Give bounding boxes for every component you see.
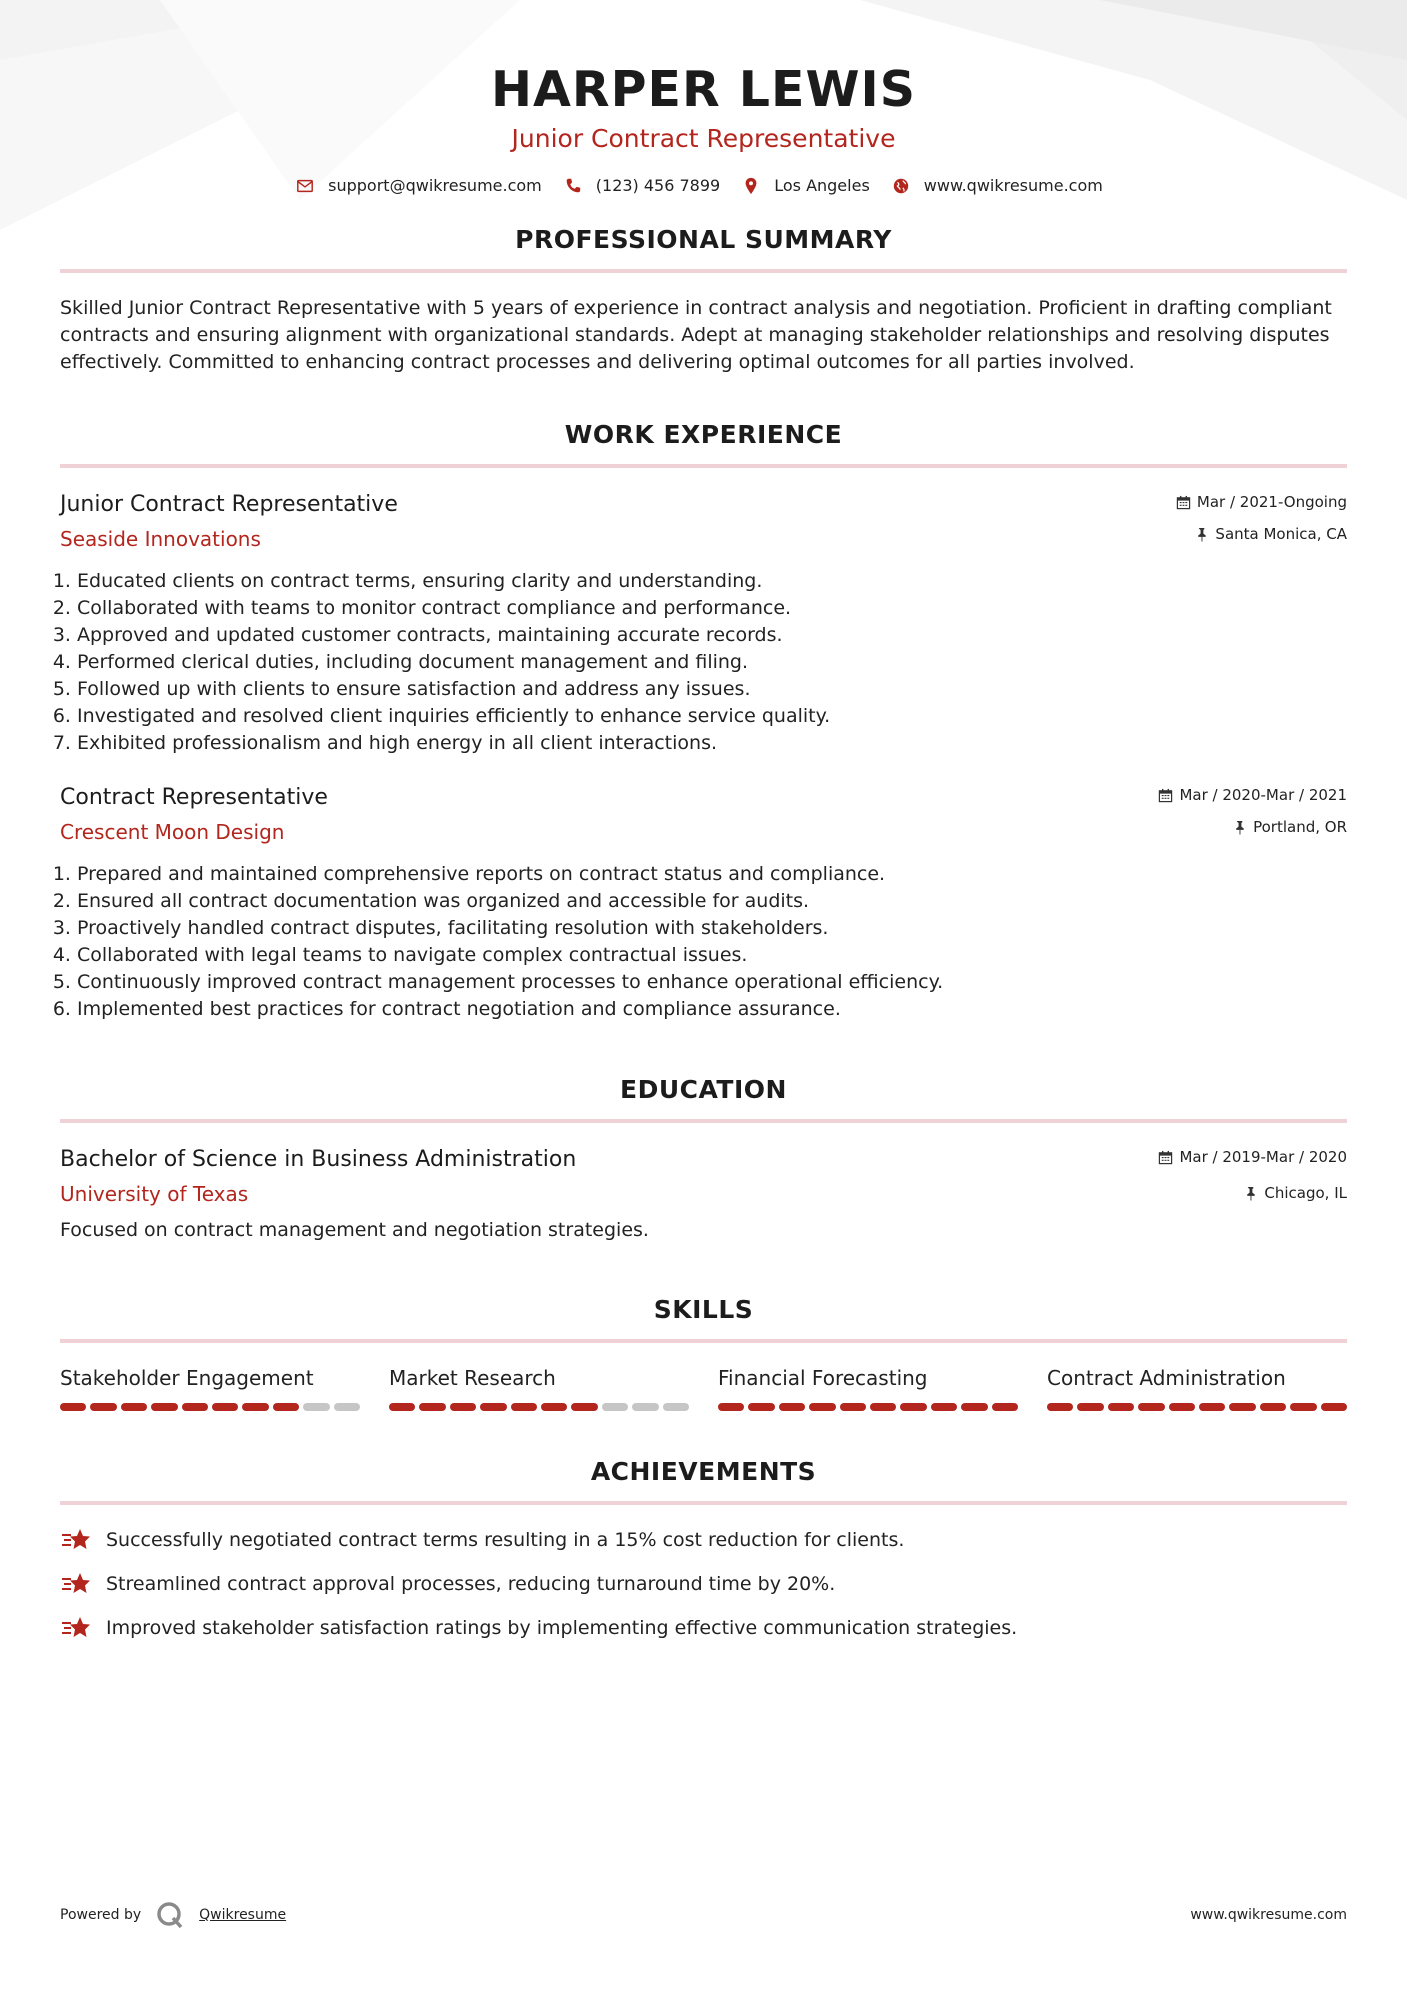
skill-segment-filled: [121, 1403, 147, 1411]
achievements-section: [60, 1457, 1347, 1641]
resume-header: [60, 0, 1347, 195]
globe-icon: [892, 177, 910, 195]
skill-segment-filled: [511, 1403, 537, 1411]
bullet: 5. Followed up with clients to ensure satisfaction and address any issues.: [77, 676, 1347, 703]
phone-icon: [564, 177, 582, 195]
skill-segment-filled: [1169, 1403, 1195, 1411]
degree: Bachelor of Science in Business Administration: [60, 1147, 577, 1172]
skill-segment-filled: [151, 1403, 177, 1411]
skill-segment-filled: [992, 1403, 1018, 1411]
powered-by-label: Powered by: [60, 1907, 142, 1923]
bullet: 4. Collaborated with legal teams to navigate complex contractual issues.: [77, 942, 1347, 969]
achievement-text: Successfully negotiated contract terms resulting in a 15% cost reduction for clients.: [106, 1529, 905, 1551]
bullet: 4. Performed clerical duties, including document management and filing.: [77, 649, 1347, 676]
skill-segment-filled: [809, 1403, 835, 1411]
achievement-item: [60, 1527, 1347, 1553]
skill-segment-filled: [571, 1403, 597, 1411]
contact-location: [742, 176, 870, 195]
skill-segment-filled: [212, 1403, 238, 1411]
job-bullets: [60, 861, 1347, 1023]
skills-section: [60, 1295, 1347, 1411]
bullet: 2. Collaborated with teams to monitor contract compliance and performance.: [77, 595, 1347, 622]
skill-item: [389, 1365, 689, 1411]
pin-icon: [1232, 820, 1247, 835]
bullet: 3. Approved and updated customer contracts, maintaining accurate records.: [77, 622, 1347, 649]
achievement-text: Streamlined contract approval processes, reducing turnaround time by 20%.: [106, 1573, 836, 1595]
skill-segment-empty: [303, 1403, 329, 1411]
education-description: Focused on contract management and negotiation strategies.: [60, 1219, 649, 1241]
skill-segment-filled: [748, 1403, 774, 1411]
skill-level-bar: [389, 1403, 689, 1411]
contact-bar: [60, 176, 1347, 195]
skill-segment-filled: [389, 1403, 415, 1411]
skill-name: Stakeholder Engagement: [60, 1366, 314, 1390]
skill-segment-filled: [1321, 1403, 1347, 1411]
job-entry: [60, 783, 1347, 1023]
bullet: 1. Prepared and maintained comprehensive reports on contract status and compliance.: [77, 861, 1347, 888]
skill-segment-filled: [1229, 1403, 1255, 1411]
skill-segment-filled: [90, 1403, 116, 1411]
bullet: 5. Continuously improved contract management processes to enhance operational efficiency.: [77, 969, 1347, 996]
pin-icon: [1194, 527, 1209, 542]
shooting-star-icon: [60, 1527, 92, 1553]
skill-level-bar: [718, 1403, 1018, 1411]
skill-segment-empty: [663, 1403, 689, 1411]
skill-segment-filled: [961, 1403, 987, 1411]
skill-segment-filled: [1199, 1403, 1225, 1411]
qwikresume-link[interactable]: Qwikresume: [199, 1907, 287, 1923]
skill-segment-filled: [242, 1403, 268, 1411]
job-bullets: [60, 568, 1347, 757]
skill-segment-filled: [1290, 1403, 1316, 1411]
skill-segment-empty: [334, 1403, 360, 1411]
skill-segment-filled: [182, 1403, 208, 1411]
job-company: Seaside Innovations: [60, 527, 261, 551]
calendar-icon: [1176, 495, 1191, 510]
skill-level-bar: [1047, 1403, 1347, 1411]
summary-heading: PROFESSIONAL SUMMARY: [60, 225, 1347, 273]
bullet: 7. Exhibited professionalism and high energy in all client interactions.: [77, 730, 1347, 757]
skill-segment-filled: [779, 1403, 805, 1411]
job-location: Portland, OR: [1253, 818, 1347, 836]
bullet: 6. Implemented best practices for contract negotiation and compliance assurance.: [77, 996, 1347, 1023]
skill-segment-filled: [870, 1403, 896, 1411]
skill-item: [1047, 1365, 1347, 1411]
job-dates: Mar / 2020-Mar / 2021: [1179, 786, 1347, 804]
skill-segment-filled: [273, 1403, 299, 1411]
experience-heading: WORK EXPERIENCE: [60, 420, 1347, 468]
job-dates: Mar / 2021-Ongoing: [1196, 493, 1347, 511]
education-entry: [60, 1145, 1347, 1243]
job-company: Crescent Moon Design: [60, 820, 285, 844]
skill-name: Financial Forecasting: [718, 1366, 928, 1390]
skills-heading: SKILLS: [60, 1295, 1347, 1343]
skill-segment-filled: [419, 1403, 445, 1411]
contact-website[interactable]: [892, 176, 1103, 195]
skill-segment-filled: [480, 1403, 506, 1411]
job-title: Contract Representative: [60, 785, 328, 810]
skill-segment-filled: [931, 1403, 957, 1411]
skill-segment-filled: [541, 1403, 567, 1411]
skill-segment-filled: [718, 1403, 744, 1411]
summary-text: Skilled Junior Contract Representative with 5 years of experience in contract analysis and negotiation. Proficient in drafting compliant contracts and ensuring alignment with organizational standards. Adept at managing stakeholder relationships and resolving disputes effectively. Committed to enhancing contract processes and delivering optimal outcomes for all parties involved.: [60, 297, 1332, 373]
calendar-icon: [1158, 788, 1173, 803]
qwikresume-logo-icon: [155, 1900, 185, 1930]
education-dates: Mar / 2019-Mar / 2020: [1179, 1148, 1347, 1166]
shooting-star-icon: [60, 1571, 92, 1597]
summary-section: [60, 225, 1347, 376]
skill-segment-filled: [60, 1403, 86, 1411]
skill-segment-filled: [1138, 1403, 1164, 1411]
phone-text: (123) 456 7899: [595, 176, 721, 195]
footer-website[interactable]: www.qwikresume.com: [1190, 1907, 1347, 1923]
skill-segment-filled: [1077, 1403, 1103, 1411]
job-entry: [60, 490, 1347, 757]
achievement-item: [60, 1615, 1347, 1641]
skill-item: [718, 1365, 1018, 1411]
education-section: [60, 1075, 1347, 1243]
skill-segment-filled: [1047, 1403, 1073, 1411]
experience-section: [60, 420, 1347, 1023]
map-pin-icon: [742, 177, 760, 195]
skill-segment-filled: [1260, 1403, 1286, 1411]
candidate-name: HARPER LEWIS: [490, 61, 917, 118]
education-heading: EDUCATION: [60, 1075, 1347, 1123]
skill-name: Contract Administration: [1047, 1366, 1286, 1390]
shooting-star-icon: [60, 1615, 92, 1641]
envelope-icon: [296, 177, 314, 195]
skill-level-bar: [60, 1403, 360, 1411]
skill-segment-filled: [1108, 1403, 1134, 1411]
location-text: Los Angeles: [774, 176, 870, 195]
page-footer: [60, 1900, 1347, 1930]
bullet: 1. Educated clients on contract terms, ensuring clarity and understanding.: [77, 568, 1347, 595]
contact-phone[interactable]: [564, 176, 720, 195]
job-title: Junior Contract Representative: [60, 492, 398, 517]
bullet: 2. Ensured all contract documentation was organized and accessible for audits.: [77, 888, 1347, 915]
skill-segment-filled: [450, 1403, 476, 1411]
achievement-text: Improved stakeholder satisfaction ratings by implementing effective communication strategies.: [106, 1617, 1018, 1639]
powered-by: [60, 1900, 286, 1930]
pin-icon: [1243, 1186, 1258, 1201]
bullet: 3. Proactively handled contract disputes, facilitating resolution with stakeholders.: [77, 915, 1347, 942]
bullet: 6. Investigated and resolved client inquiries efficiently to enhance service quality.: [77, 703, 1347, 730]
skill-item: [60, 1365, 360, 1411]
skill-name: Market Research: [389, 1366, 556, 1390]
contact-email[interactable]: [296, 176, 542, 195]
achievements-heading: ACHIEVEMENTS: [60, 1457, 1347, 1505]
skill-segment-filled: [840, 1403, 866, 1411]
achievement-item: [60, 1571, 1347, 1597]
school: University of Texas: [60, 1182, 249, 1206]
website-text: www.qwikresume.com: [923, 176, 1103, 195]
education-location: Chicago, IL: [1264, 1184, 1347, 1202]
skill-segment-empty: [632, 1403, 658, 1411]
skill-segment-empty: [602, 1403, 628, 1411]
candidate-title: Junior Contract Representative: [511, 124, 896, 153]
calendar-icon: [1158, 1150, 1173, 1165]
skill-segment-filled: [900, 1403, 926, 1411]
job-location: Santa Monica, CA: [1215, 525, 1347, 543]
skills-list: [60, 1365, 1347, 1411]
email-text: support@qwikresume.com: [328, 176, 542, 195]
